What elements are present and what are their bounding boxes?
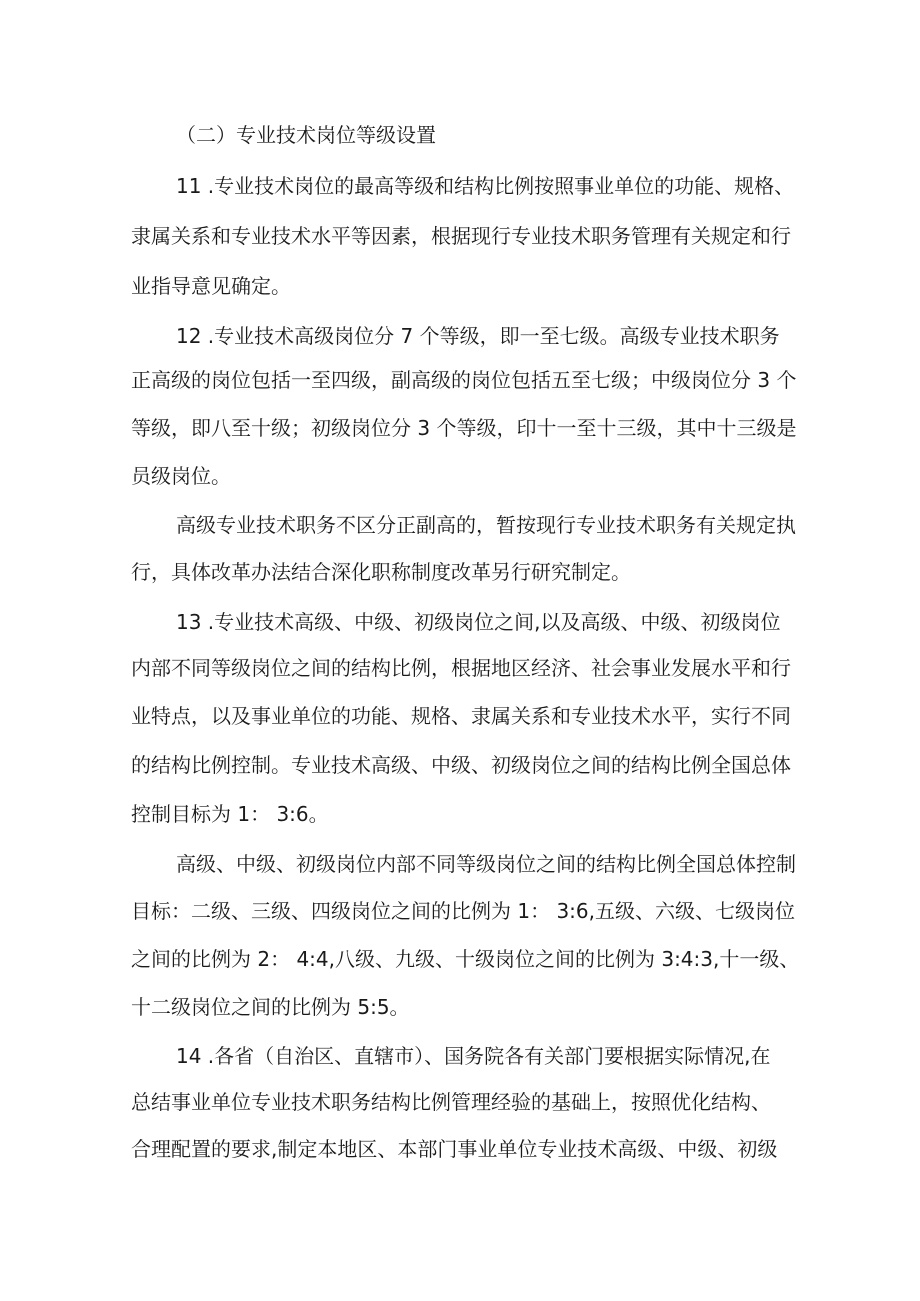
paragraph-12-line-2: 正高级的岗位包括一至四级，副高级的岗位包括五至七级；中级岗位分 3 个 — [131, 368, 797, 392]
paragraph-senior-line-2: 行，具体改革办法结合深化职称制度改革另行研究制定。 — [131, 560, 631, 584]
paragraph-14-line-2: 总结事业单位专业技术职务结构比例管理经验的基础上，按照优化结构、 — [131, 1090, 771, 1114]
paragraph-13-line-5: 控制目标为 1： 3:6。 — [131, 802, 329, 826]
paragraph-13-line-2: 内部不同等级岗位之间的结构比例，根据地区经济、社会事业发展水平和行 — [131, 656, 791, 680]
paragraph-13-line-1: 13 .专业技术高级、中级、初级岗位之间,以及高级、中级、初级岗位 — [176, 610, 781, 634]
paragraph-ratios-line-1: 高级、中级、初级岗位内部不同等级岗位之间的结构比例全国总体控制 — [176, 852, 796, 876]
paragraph-senior-line-1: 高级专业技术职务不区分正副高的，暂按现行专业技术职务有关规定执 — [176, 513, 796, 537]
paragraph-13-line-3: 业特点，以及事业单位的功能、规格、隶属关系和专业技术水平，实行不同 — [131, 704, 791, 728]
paragraph-12-line-3: 等级，即八至十级；初级岗位分 3 个等级，印十一至十三级，其中十三级是 — [131, 416, 797, 440]
paragraph-12-line-4: 员级岗位。 — [131, 464, 231, 488]
paragraph-ratios-line-3: 之间的比例为 2： 4:4,八级、九级、十级岗位之间的比例为 3:4:3,十一级、 — [131, 947, 800, 971]
paragraph-ratios-line-2: 目标：二级、三级、四级岗位之间的比例为 1： 3:6,五级、六级、七级岗位 — [131, 899, 795, 923]
paragraph-11-line-2: 隶属关系和专业技术水平等因素，根据现行专业技术职务管理有关规定和行 — [131, 224, 791, 248]
paragraph-14-line-3: 合理配置的要求,制定本地区、本部门事业单位专业技术高级、中级、初级 — [131, 1137, 778, 1161]
paragraph-11-line-1: 11 .专业技术岗位的最高等级和结构比例按照事业单位的功能、规格、 — [176, 174, 795, 198]
paragraph-ratios-line-4: 十二级岗位之间的比例为 5:5。 — [131, 995, 410, 1019]
paragraph-13-line-4: 的结构比例控制。专业技术高级、中级、初级岗位之间的结构比例全国总体 — [131, 753, 791, 777]
section-heading: （二）专业技术岗位等级设置 — [176, 123, 436, 147]
paragraph-14-line-1: 14 .各省（自治区、直辖市）、国务院各有关部门要根据实际情况,在 — [176, 1044, 771, 1068]
paragraph-11-line-3: 业指导意见确定。 — [131, 274, 291, 298]
paragraph-12-line-1: 12 .专业技术高级岗位分 7 个等级，即一至七级。高级专业技术职务 — [176, 324, 780, 348]
